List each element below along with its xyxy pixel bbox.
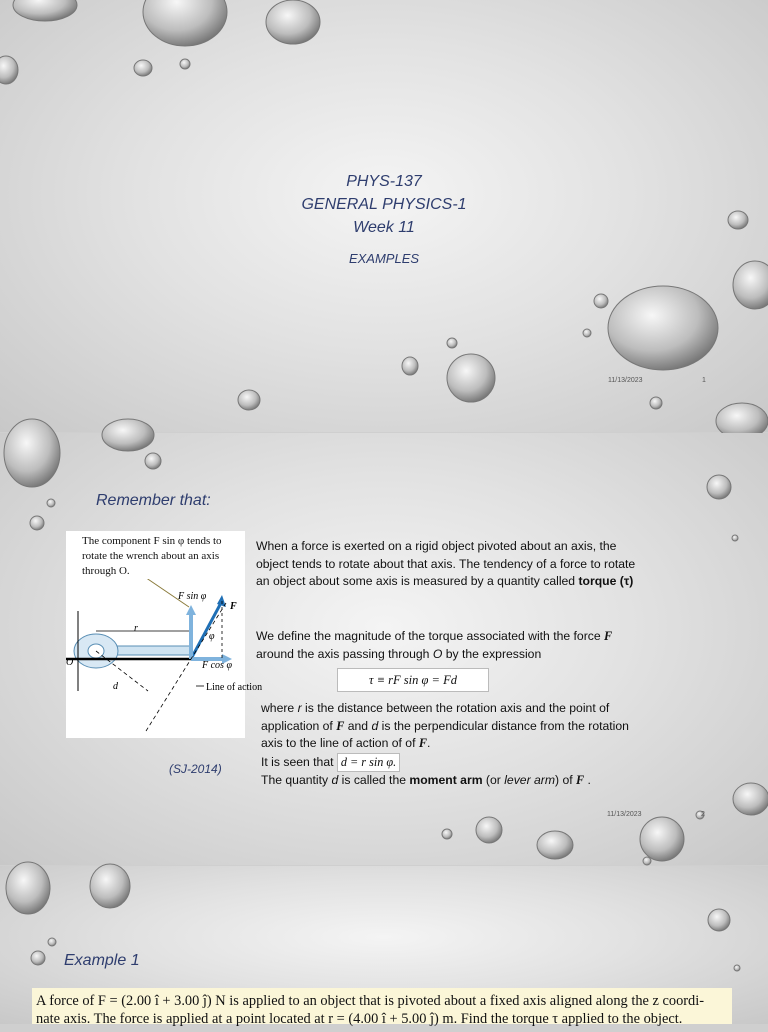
definition-text-3: by the expression — [442, 646, 542, 661]
force-symbol: F — [418, 736, 427, 750]
f-label: F — [230, 601, 237, 612]
example-problem — [32, 988, 732, 1027]
definition-text-2: around the axis passing through — [256, 646, 433, 661]
point-o: O — [432, 646, 443, 661]
torque-equation: τ ≡ rF sin φ = Fd — [337, 668, 489, 692]
force-symbol: F — [336, 718, 345, 733]
explanation-text: where — [261, 701, 298, 715]
slide-title — [0, 170, 768, 239]
problem-line-1: A force of F = (2.00 î + 3.00 ĵ) N is applied to an object that is pivoted about a fixed axis aligned along the z coordi- — [36, 993, 705, 1009]
force-symbol: F — [604, 629, 613, 643]
d-variable: d — [371, 718, 379, 733]
torque-term: torque (τ) — [578, 574, 634, 588]
moment-arm-text-2: is called the — [338, 773, 410, 787]
d-variable: d — [331, 773, 339, 787]
slide-number: 1 — [702, 377, 706, 384]
slide-number: 2 — [701, 811, 705, 818]
force-symbol: F — [576, 773, 585, 787]
torque-explanation-paragraph — [261, 700, 641, 790]
o-label: O — [66, 657, 74, 668]
example-heading: Example 1 — [64, 952, 140, 969]
course-name: GENERAL PHYSICS-1 — [301, 196, 467, 213]
moment-arm-term: moment arm — [409, 773, 483, 787]
line-of-action-label: Line of action — [206, 682, 263, 693]
title-slide — [0, 0, 768, 432]
torque-intro-paragraph — [256, 538, 636, 591]
r-label: r — [134, 623, 138, 634]
slide-date: 11/13/2023 — [608, 377, 643, 384]
lever-arm-term: lever arm — [504, 773, 556, 787]
moment-arm-equation: d = r sin φ. — [337, 753, 400, 773]
explanation-text-4: is the perpendicular distance from the rotation axis to the line of action of of — [261, 718, 629, 750]
phi-label: φ — [209, 631, 215, 642]
slide-date: 11/13/2023 — [607, 811, 642, 818]
fsin-label: F sin φ — [178, 591, 207, 602]
moment-arm-text-5: . — [584, 773, 591, 787]
section-heading: Remember that: — [96, 492, 211, 509]
moment-arm-text-3: (or — [482, 773, 505, 787]
fcos-label: F cos φ — [202, 660, 232, 671]
d-label: d — [113, 681, 118, 692]
slide-subtitle: EXAMPLES — [348, 251, 420, 266]
explanation-text-3: and — [344, 718, 372, 733]
explanation-text-2: is the distance between the rotation axis and the point of application of — [261, 701, 610, 733]
figure-caption: The component F sin φ tends to rotate the wrench about an axis through O. — [82, 534, 232, 579]
problem-line-2: nate axis. The force is applied at a point located at r = (4.00 î + 5.00 ĵ) m. Find the torque τ applied to the object. — [36, 1011, 683, 1027]
week-label: Week 11 — [353, 219, 415, 236]
course-code: PHYS-137 — [346, 173, 422, 190]
definition-text: We define the magnitude of the torque associated with the force — [256, 629, 605, 643]
moment-arm-relation-text: It is seen that — [261, 754, 337, 769]
moment-arm-text: The quantity — [261, 773, 332, 787]
explanation-text-5: . — [427, 736, 431, 750]
intro-text: When a force is exerted on a rigid object pivoted about an axis, the object tends to rotate about that axis. The tendency of a force to rotate an object about some axis is measured by a quantity called — [256, 539, 636, 588]
torque-definition-paragraph — [256, 628, 636, 663]
figure-reference: (SJ-2014) — [169, 762, 222, 776]
r-variable: r — [297, 701, 302, 715]
moment-arm-text-4: ) of — [555, 773, 577, 787]
